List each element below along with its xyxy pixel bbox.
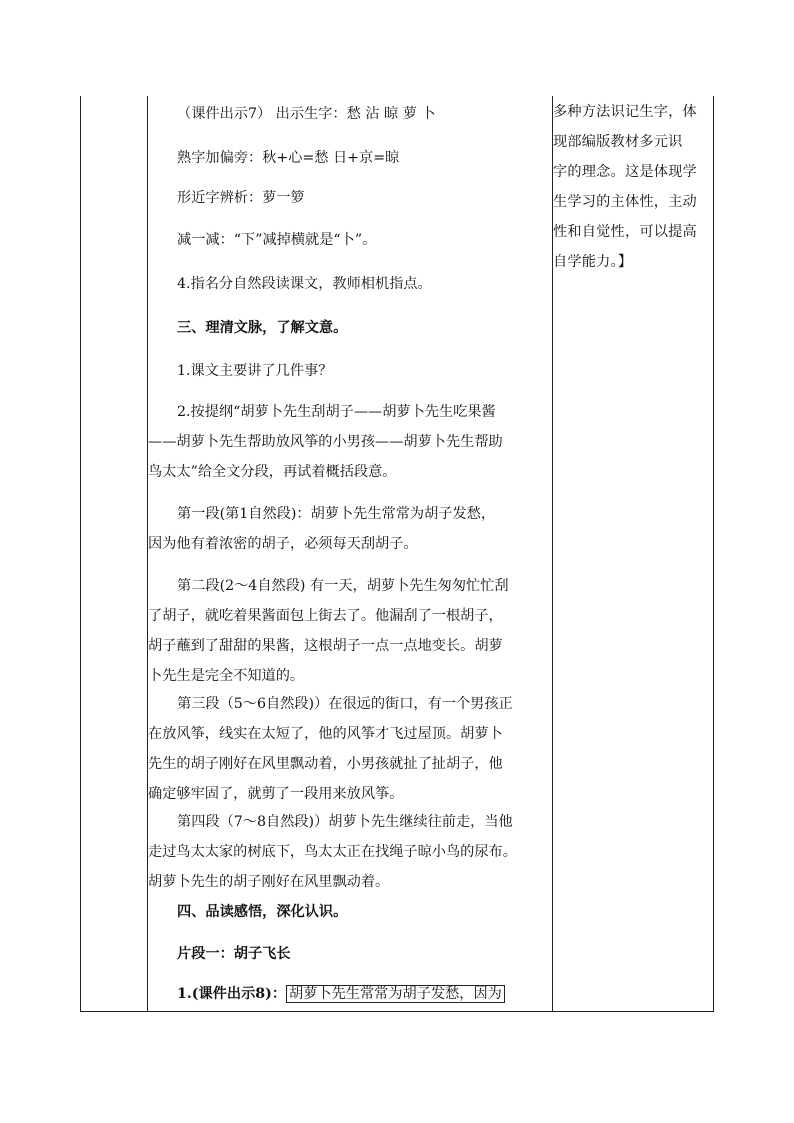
side-note-line: 现部编版教材多元识 <box>553 134 683 150</box>
text-line: 1.课文主要讲了几件事？ <box>177 363 333 379</box>
design-intent-column <box>553 96 713 1011</box>
text-line: （课件出示7） 出示生字：愁 沾 晾 萝 卜 <box>177 106 436 122</box>
courseware-prefix: 1.(课件出示8)： <box>177 986 287 1002</box>
text-line: 熟字加偏旁：秋+心=愁 日+京=晾 <box>177 150 400 166</box>
text-line: 第一段(第1自然段)：胡萝卜先生常常为胡子发愁， <box>177 506 496 522</box>
text-line: 第二段(2～4自然段) 有一天，胡萝卜先生匆匆忙忙刮 <box>177 578 509 594</box>
text-line: 片段一：胡子飞长 <box>177 946 291 962</box>
table-border-left <box>80 96 81 1012</box>
text-line: 形近字辨析：萝一箩 <box>177 190 305 206</box>
side-note-line: 自学能力。】 <box>553 254 633 270</box>
table-border-right <box>713 96 714 1012</box>
text-line: 减一减：“下”减掉横就是“卜”。 <box>177 232 377 248</box>
side-note-line: 多种方法识记生字，体 <box>553 104 697 120</box>
text-line: 先生的胡子刚好在风里飘动着，小男孩就扯了扯胡子，他 <box>148 756 503 772</box>
courseware-line <box>177 984 505 1004</box>
lesson-content-column <box>148 96 552 1011</box>
side-note-line: 性和自觉性，可以提高 <box>553 224 697 240</box>
text-line: 第三段（5～6自然段)）在很远的街口，有一个男孩正 <box>177 696 513 712</box>
table-border-bottom <box>80 1011 714 1012</box>
text-line: 4.指名分自然段读课文，教师相机指点。 <box>177 276 432 292</box>
text-line: 因为他有着浓密的胡子，必须每天刮胡子。 <box>148 536 418 552</box>
side-note-line: 字的理念。这是体现学 <box>553 164 697 180</box>
text-line: 鸟太太”给全文分段，再试着概括段意。 <box>148 464 397 480</box>
text-line: 胡子蘸到了甜甜的果酱，这根胡子一点一点地变长。胡萝 <box>148 638 503 654</box>
text-line: 卜先生是完全不知道的。 <box>148 668 305 684</box>
text-line: 胡萝卜先生的胡子刚好在风里飘动着。 <box>148 874 390 890</box>
text-line: 走过鸟太太家的树底下，鸟太太正在找绳子晾小鸟的尿布。 <box>148 844 517 860</box>
side-note-line: 生学习的主体性，主动 <box>553 194 697 210</box>
text-line: 在放风筝，线实在太短了，他的风筝才飞过屋顶。胡萝卜 <box>148 726 503 742</box>
text-line: ——胡萝卜先生帮助放风筝的小男孩——胡萝卜先生帮助 <box>148 434 503 450</box>
text-line: 了胡子，就吃着果酱面包上街去了。他漏刮了一根胡子， <box>148 608 503 624</box>
boxed-text: 胡萝卜先生常常为胡子发愁，因为 <box>286 985 505 1003</box>
text-line: 四、品读感悟，深化认识。 <box>177 904 348 920</box>
text-line: 2.按提纲“胡萝卜先生刮胡子——胡萝卜先生吃果酱 <box>177 404 496 420</box>
text-line: 三、理清文脉，了解文意。 <box>177 320 348 336</box>
text-line: 第四段（7～8自然段)）胡萝卜先生继续往前走，当他 <box>177 814 513 830</box>
text-line: 确定够牢固了，就剪了一段用来放风筝。 <box>148 786 404 802</box>
